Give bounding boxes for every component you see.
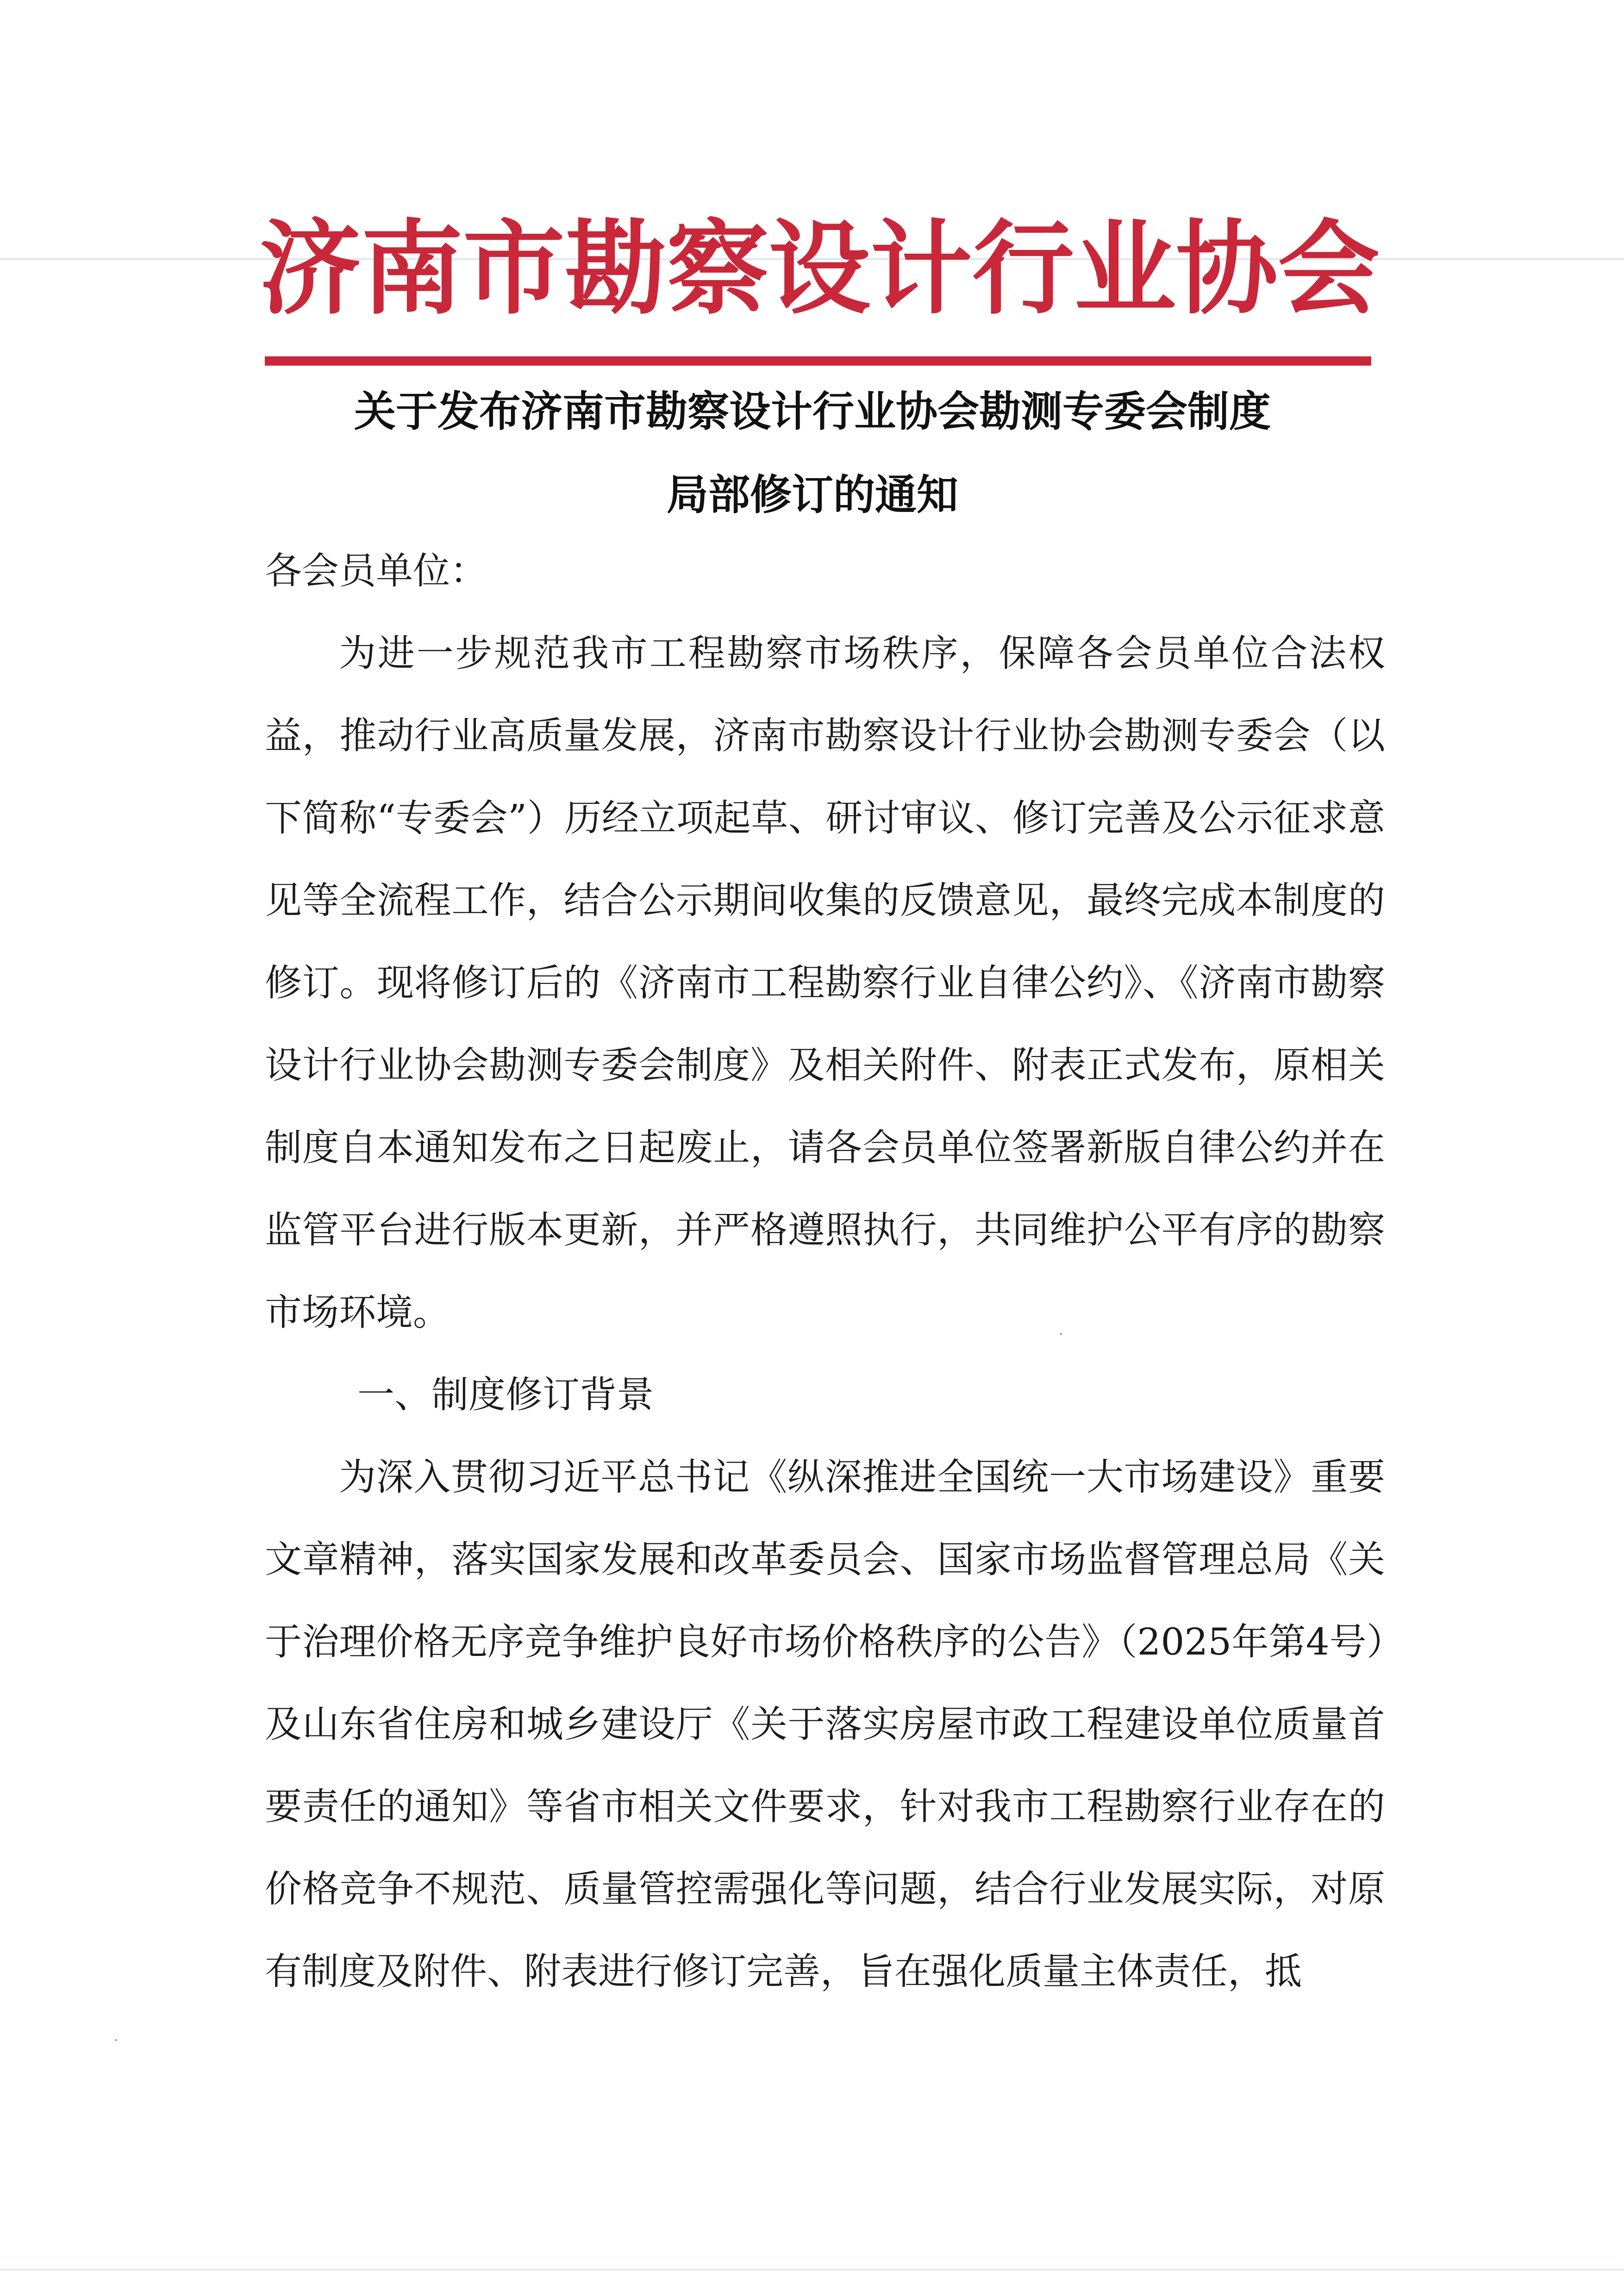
scan-speck — [115, 2039, 117, 2041]
letterhead-char: 南 — [361, 208, 463, 328]
paragraph-background: 为深入贯彻习近平总书记《纵深推进全国统一大市场建设》重要文章精神，落实国家发展和改革委员会、国家市场监督管理总局《关于治理价格无序竞争维护良好市场价格秩序的公告》（2025年第4号）及山东省住房和城乡建设厅《关于落实房屋市政工程建设单位质量首要责任的通知》等省市相关文件要求，针对我市工程勘察行业存在的价格竞争不规范、质量管控需强化等问题，结合行业发展实际，对原有制度及附件、附表进行修订完善，旨在强化质量主体责任，抵 — [265, 1456, 1385, 1993]
letterhead-char: 设 — [768, 208, 871, 328]
paragraph-intro: 为进一步规范我市工程勘察市场秩序，保障各会员单位合法权益，推动行业高质量发展，济南市勘察设计行业协会勘测专委会（以下简称“专委会”）历经立项起草、研讨审议、修订完善及公示征求意见等全流程工作，结合公示期间收集的反馈意见，最终完成本制度的修订。现将修订后的《济南市工程勘察行业自律公约》、《济南市勘察设计行业协会勘测专委会制度》及相关附件、附表正式发布，原相关制度自本通知发布之日起废止，请各会员单位签署新版自律公约并在监管平台进行版本更新，并严格遵照执行，共同维护公平有序的勘察市场环境。 — [265, 632, 1385, 1334]
document-body — [265, 530, 1385, 2013]
scan-artifact-line-bottom — [0, 2269, 1624, 2271]
letterhead-char: 勘 — [565, 208, 667, 328]
letterhead-char: 行 — [972, 208, 1074, 328]
letterhead-char: 济 — [259, 208, 362, 328]
letterhead-char: 会 — [1278, 208, 1380, 328]
letterhead-red-rule — [265, 356, 1371, 366]
section-heading-1: 一、制度修订背景 — [357, 1373, 654, 1416]
document-title-line-1: 关于发布济南市勘察设计行业协会勘测专委会制度 — [354, 387, 1271, 436]
letterhead-char: 察 — [667, 208, 769, 328]
letterhead-char: 协 — [1176, 208, 1278, 328]
letterhead-char: 业 — [1074, 208, 1176, 328]
document-title-line-2: 局部修订的通知 — [667, 471, 958, 519]
scan-speck — [1060, 1333, 1062, 1335]
letterhead-char: 计 — [870, 208, 973, 328]
letterhead — [259, 204, 1380, 333]
salutation: 各会员单位： — [265, 549, 487, 592]
letterhead-char: 市 — [463, 208, 565, 328]
